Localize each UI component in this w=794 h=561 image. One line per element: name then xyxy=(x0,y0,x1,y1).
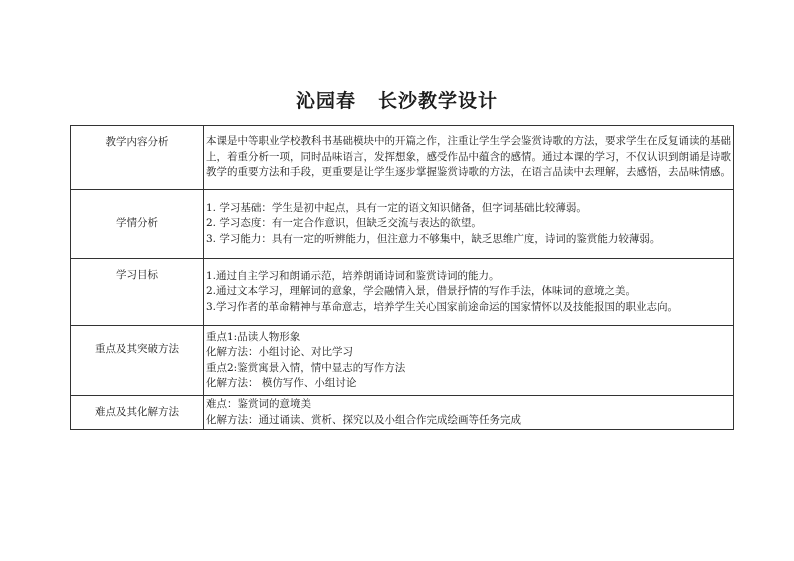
page-title xyxy=(0,86,794,113)
lesson-plan-table xyxy=(70,125,734,430)
content-line: 2. 学习态度：有一定合作意识，但缺乏交流与表达的欲望。 xyxy=(206,217,482,230)
table-row xyxy=(71,190,734,259)
row-label: 学情分析 xyxy=(71,190,204,259)
row-content xyxy=(204,259,734,326)
title-part1: 沁园春 xyxy=(295,90,356,112)
row-label: 难点及其化解方法 xyxy=(71,396,204,430)
content-line: 化解方法：小组讨论、对比学习 xyxy=(206,346,353,358)
row-label: 学习目标 xyxy=(71,259,204,326)
content-line: 化解方法：通过诵读、赏析、探究以及小组合作完成绘画等任务完成 xyxy=(206,413,521,426)
table-row xyxy=(71,396,734,430)
content-line: 3.学习作者的革命精神与革命意志，培养学生关心国家前途命运的国家情怀以及技能报国的职业志向。 xyxy=(206,300,679,313)
content-line: 1.通过自主学习和朗诵示范，培养朗诵诗词和鉴赏诗词的能力。 xyxy=(206,269,500,282)
title-part2: 长沙教学设计 xyxy=(378,90,499,112)
table-row xyxy=(71,259,734,326)
content-line: 化解方法： 模仿写作、小组讨论 xyxy=(206,377,357,389)
content-line: 难点：鉴赏词的意境美 xyxy=(206,398,311,410)
row-label: 教学内容分析 xyxy=(71,126,204,190)
row-content xyxy=(204,396,734,430)
content-line: 本课是中等职业学校教科书基础模块中的开篇之作，注重让学生学会鉴赏诗歌的方法，要求学生在反复诵读的基础上，着重分析一项，同时品味语言，发挥想象，感受作品中蕴含的感情。通过本课的学习，不仅认识到朗诵是诗歌教学的重要方法和手段，更重要是让学生逐步掌握鉴赏诗歌的方法，在语言品读中去理解，去感悟，去品味情感。 xyxy=(206,135,731,179)
content-line: 重点1:品读人物形象 xyxy=(206,330,301,343)
row-content xyxy=(204,326,734,396)
content-line: 2.通过文本学习，理解词的意象，学会融情入景，借景抒情的写作手法，体味词的意境之美。 xyxy=(206,285,637,298)
table-row xyxy=(71,126,734,190)
content-line: 重点2:鉴赏寓景入情，情中显志的写作方法 xyxy=(206,361,406,374)
row-content xyxy=(204,126,734,190)
row-content xyxy=(204,190,734,259)
row-label: 重点及其突破方法 xyxy=(71,326,204,396)
table-row xyxy=(71,326,734,396)
content-line: 1. 学习基础：学生是初中起点，具有一定的语文知识储备，但字词基础比较薄弱。 xyxy=(206,201,587,214)
content-line: 3. 学习能力：具有一定的听辨能力，但注意力不够集中，缺乏思维广度，诗词的鉴赏能力较薄弱。 xyxy=(206,232,661,245)
